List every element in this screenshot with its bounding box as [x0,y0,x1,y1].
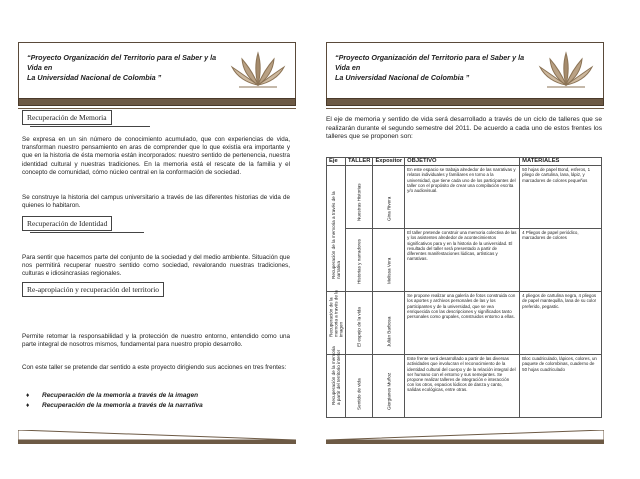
footer-wedge-icon [18,430,296,446]
right-page [326,42,604,430]
diamond-icon: ♦ [26,392,30,399]
table-cell-expositor: Gina Rivera [373,166,405,229]
title-underline [30,126,150,127]
table-cell-taller: Historias y narradores [346,229,373,292]
header-line-1: “Proyecto Organización del Territorio para el Saber y la Vida en [335,53,525,72]
table-cell-materiales: 4 Pliegos de papel periódico, marcadores de colores [520,229,602,292]
section-title-memoria: Recuperación de Memoria [22,110,112,125]
header-title [27,53,222,83]
talleres-table [326,157,602,418]
table-cell-taller: Nuestras Historias [346,166,373,229]
table-cell-materiales: 4 pliegos de cartulina negra, 4 pliegos de papel mantequilla, lana de su color preferido, pegastic. [520,292,602,355]
table-cell-taller: El espejo de la vida [346,292,373,355]
page-footer [326,430,604,446]
ornament-icon [229,49,287,91]
table-header: Eje [327,158,346,166]
table-cell-objetivo: En este espacio se trabaja alrededor de las narrativas y relatos individuales y familiares en torno a la universidad, que tiene cada uno de los participantes del taller con el propósito de crear una compilación escrita y/o audiovisual. [405,166,520,229]
paragraph-identidad: Para sentir que hacemos parte del conjunto de la sociedad y del medio ambiente. Situación que nos permitirá recuperar nuestro sentido como sociedad, revalorando nuestras tradiciones, culturas e idiosincrasias regionales. [22,254,290,278]
paragraph-territorio: Permite retomar la responsabilidad y la protección de nuestro entorno, entendido como una parte integral de nosotros mismos, fundamental para nuestro propio desarrollo. [22,333,290,349]
paragraph-memoria: Se expresa en un sin número de conocimiento acumulado, que con experiencias de vida, transforman nuestro pensamiento en aras de comprender que lo que existía era importante y que en la historia de ésta memoria están incorporados: nuestro sentido de pertenencia, nuestra identidad cultural y nuestras tradiciones. En la memoria está el rescate de la familia y el concepto de comunidad, cómo núcleo central en la conformación de sociedad. [22,136,290,176]
header-bar [326,98,604,106]
diamond-icon: ♦ [26,402,30,409]
table-header: TALLER [346,158,373,166]
header-line-2: La Universidad Nacional de Colombia ” [335,73,470,82]
page-footer [18,430,296,446]
header-rule [18,108,296,109]
table-header-row [327,158,602,166]
table-cell-objetivo: El taller pretende construir una memoria colectiva de las y los asistentes alrededor de acontecimientos significativos para y en la historia de la universidad. El resultado del taller será presentado a partir de diferentes manifestaciones lúdicas, artísticas y narrativas. [405,229,520,292]
paragraph-campus: Se construye la historia del campus universitario a través de las diferentes historias de vida de quienes lo habitaron. [22,194,290,210]
section-title-territorio: Re-apropiación y recuperación del territorio [22,282,164,297]
header-line-2: La Universidad Nacional de Colombia ” [27,73,162,82]
header-rule [326,108,604,109]
table-cell-objetivo: Se propone realizar una galería de fotos construida con los aportes y archivos personales de las y los participantes y de la universidad, que se vea enriquecida con las descripciones y significados tanto personales como grupales, construidos entorno a ellas. [405,292,520,355]
page-header [326,42,604,100]
table-cell-eje: Recuperación de la memoria a través de la narrativa [327,166,346,292]
left-page [18,42,296,430]
title-underline [30,232,144,233]
section-title-identidad: Recuperación de Identidad [22,216,112,231]
list-item: ♦ Recuperación de la memoria a través de la imagen [26,392,199,399]
paragraph-intro: El eje de memoria y sentido de vida será desarrollado a través de un ciclo de talleres que se realizarán durante el segundo semestre del 2011. De acuerdo a cada uno de estos frentes los talleres que se proponen son: [326,116,602,141]
table-cell-expositor: Giorgianes Muñoz [373,355,405,418]
table-cell-taller: Sentido de vida [346,355,373,418]
table-cell-objetivo: Este frente será desarrollado a partir de las diversas actividades que involucran el reconocimiento de la identidad cultural del cuerpo y de la relación integral del ser humano con el entorno y sus semejantes. Se propone realizar talleres de integración e interacción con los otros, espacios lúdicos de danza y canto, salidas ecológicas, entre otras. [405,355,520,418]
table-cell-expositor: Melissa Vera [373,229,405,292]
table-cell-materiales: 50 hojas de papel Bond, esferos, 1 pliego de cartulina, lana, lápiz, y marcadores de colores pequeños [520,166,602,229]
header-bar [18,98,296,106]
ornament-icon [537,49,595,91]
table-cell-expositor: Julián Barbosa [373,292,405,355]
table-row [327,355,602,418]
header-line-1: “Proyecto Organización del Territorio para el Saber y la Vida en [27,53,217,72]
paragraph-frentes: Con este taller se pretende dar sentido a este proyecto dirigiendo sus acciones en tres frentes: [22,364,287,371]
footer-wedge-icon [326,430,604,446]
table-header: MATERIALES [520,158,602,166]
table-row [327,229,602,292]
list-item: ♦ Recuperación de la memoria a través de la narrativa [26,402,203,409]
page-header [18,42,296,100]
table-row [327,166,602,229]
table-cell-eje: Recuperación de la memoria a través de la imagen [327,292,346,355]
table-header: OBJETIVO [405,158,520,166]
table-cell-eje: Recuperación de la memoria a partir del territorio interior [327,355,346,418]
table-cell-materiales: Bloc cuadriculado, lápices, colores, un paquete de colombinas, cuaderno de 50 hojas cuadriculado [520,355,602,418]
table-header: Expositor [373,158,405,166]
table-row [327,292,602,355]
bullet-list [26,392,203,412]
header-title [335,53,530,83]
